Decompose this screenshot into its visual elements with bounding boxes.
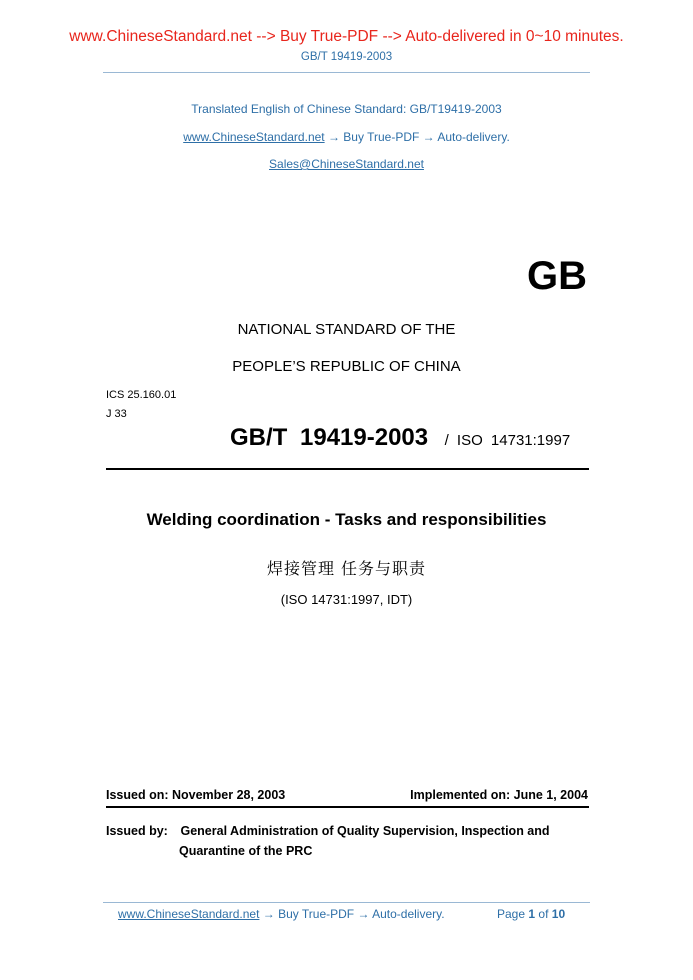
translation-notice: Translated English of Chinese Standard: GB/T19419-2003 [191,102,502,116]
issuer-line1: General Administration of Quality Supervision, Inspection and [180,824,550,838]
national-standard-line2: PEOPLE’S REPUBLIC OF CHINA [232,358,461,375]
issued-by-block [106,821,550,861]
purchase-suffix: → Buy True-PDF → Auto-delivery. [324,130,510,144]
dates-divider [106,806,589,808]
page-label: Page [497,907,526,921]
identity-note: (ISO 14731:1997, IDT) [280,592,413,607]
implemented-on-date: Implemented on: June 1, 2004 [410,788,588,802]
page-indicator [497,907,565,921]
standard-number-line [230,424,570,452]
email-line [0,157,693,171]
footer-site-link[interactable]: www.ChineseStandard.net [118,907,260,921]
issued-by-label: Issued by: [106,824,168,838]
of-label: of [538,907,549,921]
page-total: 10 [551,907,566,921]
ccs-code: J 33 [106,408,127,420]
national-standard-line1: NATIONAL STANDARD OF THE [237,321,456,338]
page-number: 1 [528,907,536,921]
ics-code: ICS 25.160.01 [106,389,177,401]
document-title-en: Welding coordination - Tasks and responsibilities [146,510,547,529]
site-link[interactable]: www.ChineseStandard.net [183,130,325,144]
document-title-cn: 焊接管理 任务与职责 [266,559,427,578]
email-link[interactable]: Sales@ChineseStandard.net [269,157,424,171]
footer-divider [103,902,590,903]
purchase-line [0,130,693,144]
footer-purchase-line [118,907,445,921]
iso-reference: / ISO 14731:1997 [444,432,571,449]
standard-number: GB/T 19419-2003 [230,424,429,451]
header-divider [103,72,590,73]
header-standard-ref: GB/T 19419-2003 [300,51,393,63]
issued-on-date: Issued on: November 28, 2003 [106,788,286,802]
gb-mark: GB [527,254,587,298]
title-divider [106,468,589,470]
footer-purchase-suffix: → Buy True-PDF → Auto-delivery. [259,907,445,921]
issuer-line2: Quarantine of the PRC [179,844,313,858]
top-banner[interactable]: www.ChineseStandard.net --> Buy True-PDF --> Auto-delivered in 0~10 minutes. [69,28,624,45]
